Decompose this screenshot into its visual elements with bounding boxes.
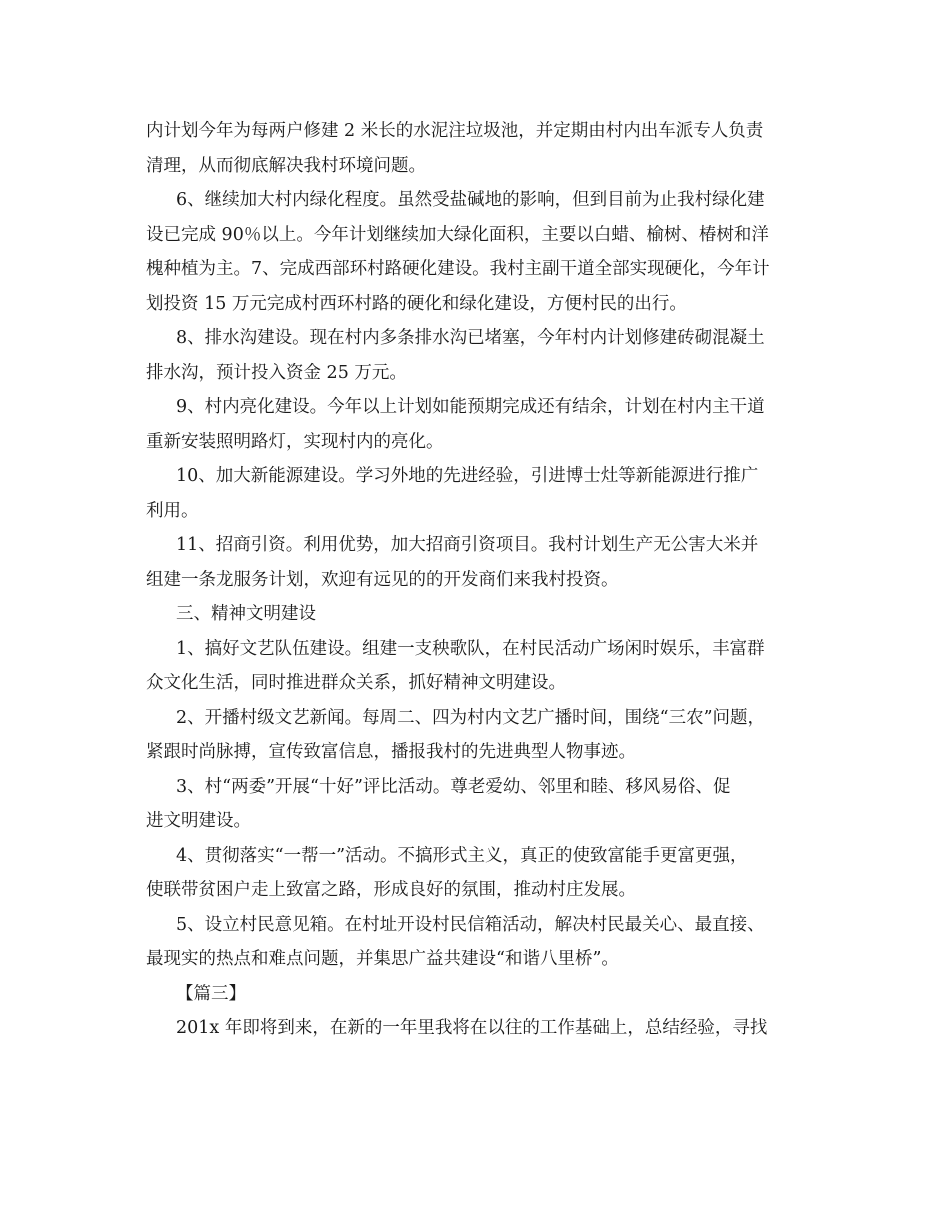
text-line: 组建一条龙服务计划，欢迎有远见的的开发商们来我村投资。	[146, 569, 619, 590]
text-line: 9、村内亮化建设。今年以上计划如能预期完成还有结余，计划在村内主干道	[176, 397, 765, 417]
paragraph	[146, 908, 806, 977]
text-line: 201x 年即将到来，在新的一年里我将在以往的工作基础上，总结经验，寻找	[176, 1018, 768, 1038]
text-line: 内计划今年为每两户修建 2 米长的水泥注垃圾池，并定期由村内出车派专人负责	[146, 121, 764, 141]
text-line: 槐种植为主。7、完成西部环村路硬化建设。我村主副干道全部实现硬化，今年计	[146, 259, 770, 279]
paragraph	[146, 977, 806, 1012]
text-line: 6、继续加大村内绿化程度。虽然受盐碱地的影响，但到目前为止我村绿化建	[176, 190, 765, 210]
text-line: 2、开播村级文艺新闻。每周二、四为村内文艺广播时间，围绕“三农”问题，	[176, 707, 766, 728]
paragraph	[146, 459, 806, 528]
paragraph	[146, 528, 806, 597]
paragraph	[146, 390, 806, 459]
text-line: 设已完成 90％以上。今年计划继续加大绿化面积，主要以白蜡、榆树、椿树和洋	[146, 224, 769, 245]
paragraph	[146, 597, 806, 632]
text-line: 紧跟时尚脉搏，宣传致富信息，播报我村的先进典型人物事迹。	[146, 742, 636, 762]
text-line: 最现实的热点和难点问题，并集思广益共建设“和谐八里桥”。	[146, 949, 619, 969]
paragraph	[146, 632, 806, 701]
text-line: 8、排水沟建设。现在村内多条排水沟已堵塞，今年村内计划修建砖砌混凝土	[176, 328, 765, 348]
text-line: 使联带贫困户走上致富之路，形成良好的氛围，推动村庄发展。	[146, 880, 636, 900]
paragraph	[146, 114, 806, 183]
text-line: 重新安装照明路灯，实现村内的亮化。	[146, 431, 444, 452]
text-line: 利用。	[146, 500, 199, 521]
text-line: 5、设立村民意见箱。在村址开设村民信箱活动，解决村民最关心、最直接、	[176, 914, 765, 935]
text-line: 进文明建设。	[146, 811, 251, 831]
paragraph	[146, 770, 806, 839]
text-line: 三、精神文明建设	[176, 604, 316, 624]
text-line: 10、加大新能源建设。学习外地的先进经验，引进博士灶等新能源进行推广	[176, 466, 759, 486]
text-line: 清理，从而彻底解决我村环境问题。	[146, 155, 426, 176]
paragraph	[146, 321, 806, 390]
text-line: 【篇三】	[176, 983, 246, 1004]
paragraph	[146, 183, 806, 321]
paragraph	[146, 701, 806, 770]
paragraph	[146, 839, 806, 908]
text-line: 4、贯彻落实“一帮一”活动。不搞形式主义，真正的使致富能手更富更强，	[176, 845, 748, 866]
text-line: 排水沟，预计投入资金 25 万元。	[146, 362, 407, 383]
text-line: 1、搞好文艺队伍建设。组建一支秧歌队，在村民活动广场闲时娱乐，丰富群	[176, 638, 765, 659]
text-line: 众文化生活，同时推进群众关系，抓好精神文明建设。	[146, 673, 566, 693]
text-line: 11、招商引资。利用优势，加大招商引资项目。我村计划生产无公害大米并	[176, 535, 759, 555]
paragraph	[146, 1011, 806, 1046]
document-body	[146, 114, 806, 1046]
text-line: 3、村“两委”开展“十好”评比活动。尊老爱幼、邻里和睦、移风易俗、促	[176, 776, 731, 797]
text-line: 划投资 15 万元完成村西环村路的硬化和绿化建设，方便村民的出行。	[146, 293, 687, 314]
